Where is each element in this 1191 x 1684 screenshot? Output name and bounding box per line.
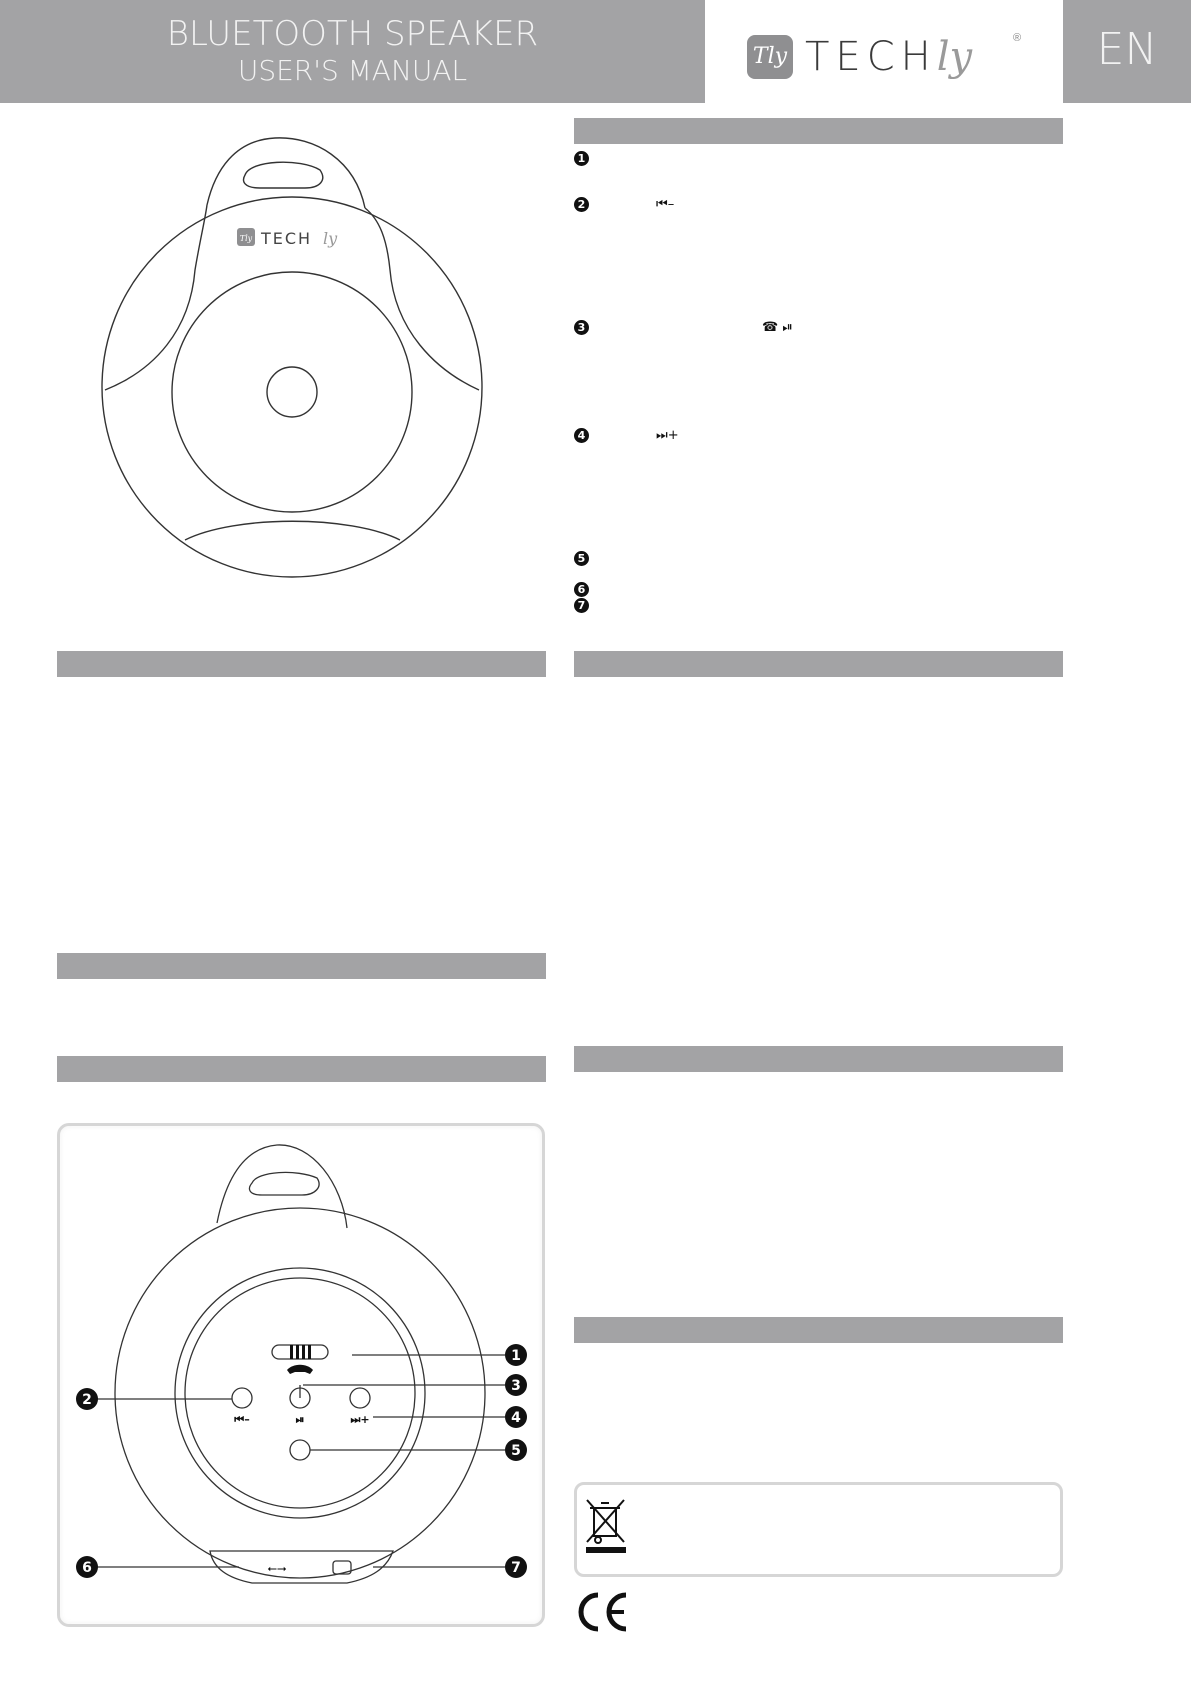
hero-logo-word: TECH: [261, 229, 313, 248]
brand-logo: [705, 0, 1063, 103]
section-bar-left-3: [57, 1056, 546, 1082]
marker-4: 4: [574, 428, 589, 443]
weee-notice-box: [574, 1482, 1063, 1577]
marker-7: 7: [574, 598, 589, 613]
callout-7: 7: [511, 1560, 521, 1576]
callout-5: 5: [511, 1443, 521, 1459]
diagram-play-pause-icon: ⏯: [295, 1413, 305, 1426]
diagram-prev-icon: ⏮–: [234, 1413, 250, 1426]
ce-mark-icon: [576, 1591, 630, 1633]
hero-logo-mark: Tly: [239, 234, 253, 243]
logo-word: TECH: [805, 34, 937, 80]
crossed-out-bin-icon: [584, 1498, 628, 1554]
diagram-next-icon: ⏭+: [350, 1413, 370, 1426]
manual-title: [130, 14, 575, 88]
section-bar-right-3: [574, 1046, 1063, 1072]
callout-1: 1: [511, 1348, 521, 1364]
phone-icon: [287, 1365, 313, 1374]
logo-wordmark: [805, 34, 972, 80]
logo-suffix: ly: [936, 34, 973, 80]
section-bar-right-4: [574, 1317, 1063, 1343]
section-bar-right-2: [574, 651, 1063, 677]
callout-6: 6: [82, 1560, 92, 1576]
call-play-pause-icon: ☎ ⏯: [762, 320, 793, 335]
next-volume-up-icon: ⏭+: [656, 428, 679, 443]
callout-4: 4: [511, 1410, 521, 1426]
section-bar-controls: [574, 118, 1063, 144]
language-code: EN: [1096, 24, 1158, 75]
registered-mark: ®: [1013, 32, 1022, 44]
callout-2: 2: [82, 1392, 92, 1408]
hero-logo-suffix: ly: [323, 229, 338, 248]
section-bar-left-1: [57, 651, 546, 677]
title-line-1: BLUETOOTH SPEAKER: [166, 14, 539, 54]
callout-3: 3: [511, 1378, 521, 1394]
controls-diagram: [57, 1123, 545, 1627]
marker-5: 5: [574, 551, 589, 566]
diagram-callouts: [76, 1344, 527, 1578]
marker-3: 3: [574, 320, 589, 335]
section-bar-left-2: [57, 953, 546, 979]
title-line-2: USER'S MANUAL: [237, 54, 468, 87]
header-banner: [0, 0, 1191, 103]
marker-1: 1: [574, 151, 589, 166]
marker-2: 2: [574, 197, 589, 212]
usb-icon: ⭠⭢: [267, 1561, 287, 1575]
marker-6: 6: [574, 582, 589, 597]
speaker-front-illustration: [95, 130, 515, 610]
prev-volume-down-icon: ⏮–: [656, 197, 675, 212]
logo-mark-icon: Tly: [747, 35, 793, 79]
